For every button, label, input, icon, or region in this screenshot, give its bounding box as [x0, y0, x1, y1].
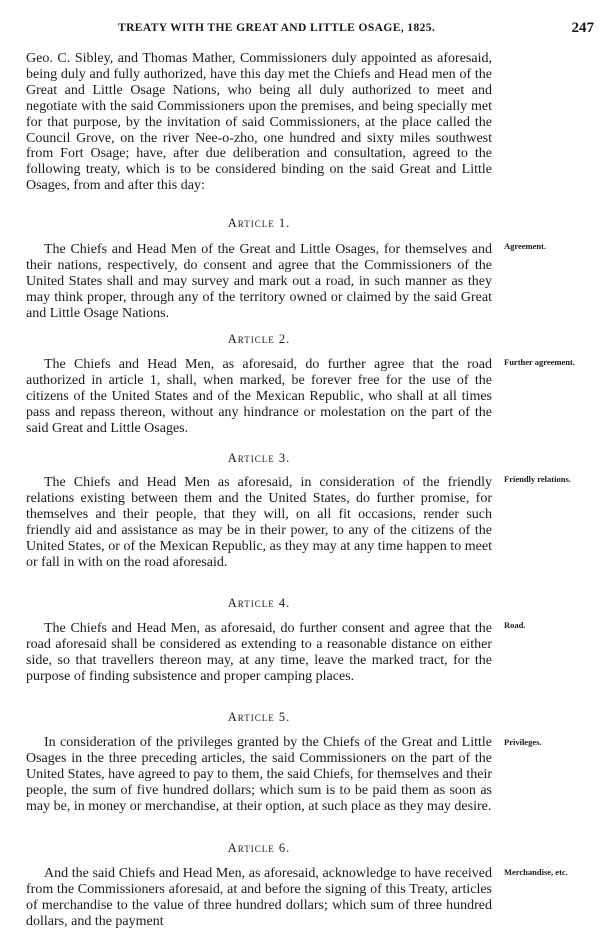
margin-note-further-agreement: Further agreement.: [504, 357, 575, 367]
margin-note-privileges: Privileges.: [504, 737, 542, 747]
article-5-heading: Article 5.: [227, 710, 291, 724]
article-4-text: The Chiefs and Head Men, as aforesaid, do further consent and agree that the road aforesaid shall be considered as extending to a reasonable distance on either side, so that travellers thereon may, at any time, leave the marked tract, for the purpose of finding subsistence and proper camping places.: [26, 621, 492, 684]
page-header: [0, 20, 600, 40]
article-2-text: The Chiefs and Head Men, as aforesaid, do further agree that the road authorized in article 1, shall, when marked, be forever free for the use of the citizens of the United States and of the Mexican Republic, who shall at all times pass and repass thereon, without any hindrance or molestation on the part of the said Great and Little Osages.: [26, 357, 492, 436]
article-1-text: The Chiefs and Head Men of the Great and Little Osages, for themselves and their nations, respectively, do consent and agree that the Commissioners of the United States shall and may survey and mark out a road, in such manner as they may think proper, through any of the territory owned or claimed by the said Great and Little Osage Nations.: [26, 242, 492, 321]
margin-note-road: Road.: [504, 620, 526, 630]
article-6-heading: Article 6.: [227, 841, 291, 855]
article-4-heading: Article 4.: [227, 596, 291, 610]
article-5-text: In consideration of the privileges granted by the Chiefs of the Great and Little Osages in the three preceding articles, the said Commissioners on the part of the United States, have agreed to pay to them, the said Chiefs, for themselves and their people, the sum of five hundred dollars; which sum is to be paid them as soon as may be, in money or merchandise, at their option, at such place as they may desire.: [26, 735, 492, 814]
preamble-paragraph: Geo. C. Sibley, and Thomas Mather, Commissioners duly appointed as aforesaid, being duly and fully authorized, have this day met the Chiefs and Head men of the Great and Little Osage Nations, who being all duly authorized to meet and negotiate with the said Commissioners upon the premises, and being specially met for that purpose, by the invitation of said Commissioners, at the place called the Council Grove, on the river Nee-o-zho, one hundred and sixty miles southwest from Fort Osage; have, after due deliberation and consultation, agreed to the following treaty, which is to be considered binding on the said Great and Little Osages, from and after this day:: [26, 51, 492, 194]
page-number: 247: [571, 20, 594, 36]
article-3-text: The Chiefs and Head Men as aforesaid, in consideration of the friendly relations existing between them and the United States, do further promise, for themselves and their people, that they will, on all fit occasions, render such friendly aid and assistance as may be in their power, to any of the citizens of the United States, or of the Mexican Republic, as they may at any time happen to meet or fall in with on the road aforesaid.: [26, 475, 492, 570]
margin-note-agreement: Agreement.: [504, 241, 547, 251]
article-6-text: And the said Chiefs and Head Men, as aforesaid, acknowledge to have received from the Commissioners aforesaid, at and before the signing of this Treaty, articles of merchandise to the value of three hundred dollars; which sum of three hundred dollars, and the payment: [26, 866, 492, 929]
article-1-heading: Article 1.: [227, 216, 291, 230]
running-head: TREATY WITH THE GREAT AND LITTLE OSAGE, 1825.: [118, 22, 436, 34]
article-3-heading: Article 3.: [227, 451, 291, 465]
margin-note-merchandise: Merchandise, etc.: [504, 867, 568, 877]
article-2-heading: Article 2.: [227, 332, 291, 346]
margin-note-friendly-relations: Friendly relations.: [504, 474, 571, 484]
